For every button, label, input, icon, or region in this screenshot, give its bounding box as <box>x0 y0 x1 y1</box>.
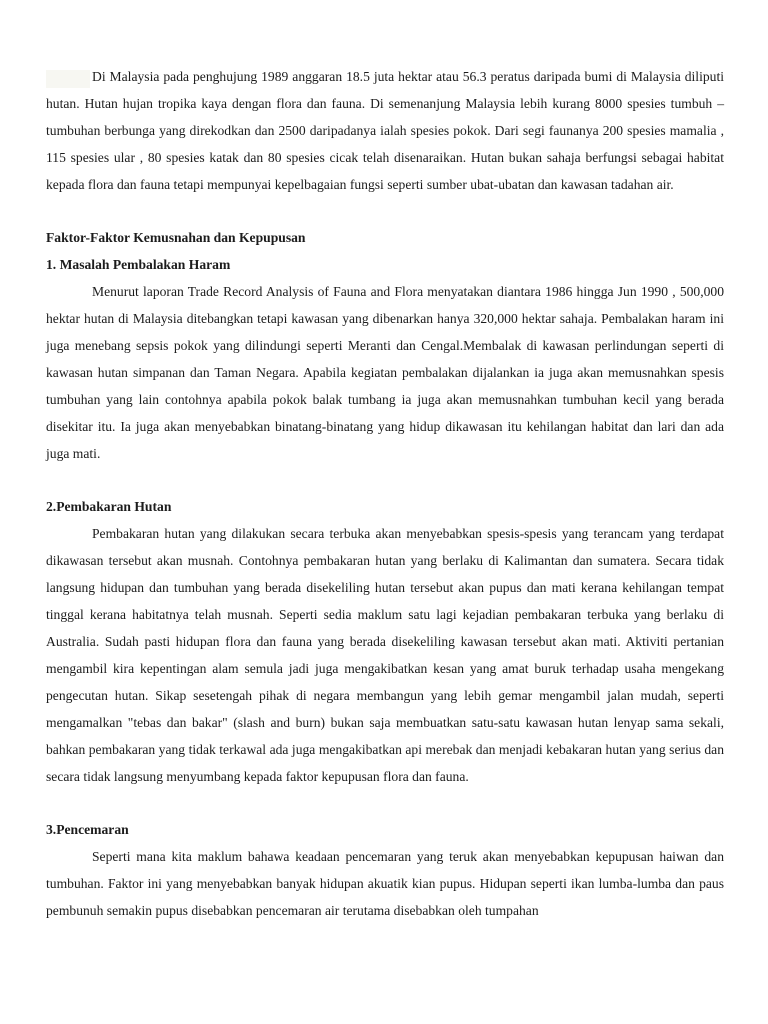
heading-pencemaran: 3.Pencemaran <box>46 822 129 838</box>
intro-paragraph: Di Malaysia pada penghujung 1989 anggaran 18.5 juta hektar atau 56.3 peratus daripada bumi di Malaysia diliputi hutan. Hutan hujan tropika kaya dengan flora dan fauna. Di semenanjung Malaysia lebih kurang 8000 spesies tumbuh – tumbuhan berbunga yang direkodkan dan 2500 daripadanya ialah spesies pokok. Dari segi faunanya 200 spesies mamalia , 115 spesies ular , 80 spesies katak dan 80 spesies cicak telah disenaraikan. Hutan bukan sahaja berfungsi sebagai habitat kepada flora dan fauna tetapi mempunyai kepelbagaian fungsi seperti sumber ubat-ubatan dan kawasan tadahan air. <box>46 69 724 192</box>
spacer <box>46 790 724 817</box>
spacer <box>46 199 724 226</box>
paragraph-pembalakan: Menurut laporan Trade Record Analysis of Fauna and Flora menyatakan diantara 1986 hingga Jun 1990 , 500,000 hektar hutan di Malaysia ditebangkan tetapi kawasan yang dibenarkan hanya 320,000 hektar sahaja. Pembalakan haram ini juga menebang sepsis pokok yang dilindungi seperti Meranti dan Cengal.Membalak di kawasan perlindungan seperti di kawasan hutan simpanan dan Taman Negara. Apabila kegiatan pembalakan dijalankan ia juga akan memusnahkan spesis tumbuhan yang lain contohnya apabila pokok balak tumbang ia juga akan memusnahkan tumbuhan kecil yang berada disekitar itu. Ia juga akan menyebabkan binatang-binatang yang hidup dikawasan itu kehilangan habitat dan lari dan ada juga mati. <box>46 284 724 461</box>
document-content <box>46 64 724 925</box>
paragraph-pencemaran: Seperti mana kita maklum bahawa keadaan pencemaran yang teruk akan menyebabkan kepupusan haiwan dan tumbuhan. Faktor ini yang menyebabkan banyak hidupan akuatik kian pupus. Hidupan seperti ikan lumba-lumba dan paus pembunuh semakin pupus disebabkan pencemaran air terutama disebabkan oleh tumpahan <box>46 849 724 919</box>
heading-pembakaran: 2.Pembakaran Hutan <box>46 499 172 515</box>
paragraph-pembakaran: Pembakaran hutan yang dilakukan secara terbuka akan menyebabkan spesis-spesis yang terancam yang terdapat dikawasan tersebut akan musnah. Contohnya pembakaran hutan yang berlaku di Kalimantan dan sumatera. Secara tidak langsung hidupan dan tumbuhan yang berada disekeliling hutan tersebut akan pupus dan mati kerana kehilangan tempat tinggal kerana habitatnya telah musnah. Seperti sedia maklum satu lagi kejadian pembakaran terbuka yang berlaku di Australia. Sudah pasti hidupan flora dan fauna yang berada disekeliling kawasan tersebut akan mati. Aktiviti pertanian mengambil kira kepentingan alam semula jadi juga mengakibatkan kesan yang amat buruk terhadap usaha mengekang pengecutan hutan. Sikap sesetengah pihak di negara membangun yang lebih gemar mengambil jalan mudah, seperti mengamalkan "tebas dan bakar" (slash and burn) bukan saja membuatkan satu-satu kawasan hutan lenyap sama sekali, bahkan pembakaran yang tidak terkawal ada juga mengakibatkan api merebak dan menjadi kebakaran hutan yang serius dan secara tidak langsung menyumbang kepada faktor kepupusan flora dan fauna. <box>46 526 724 784</box>
heading-pembalakan: 1. Masalah Pembalakan Haram <box>46 257 231 273</box>
section-title: Faktor-Faktor Kemusnahan dan Kepupusan <box>46 230 306 246</box>
spacer <box>46 468 724 495</box>
